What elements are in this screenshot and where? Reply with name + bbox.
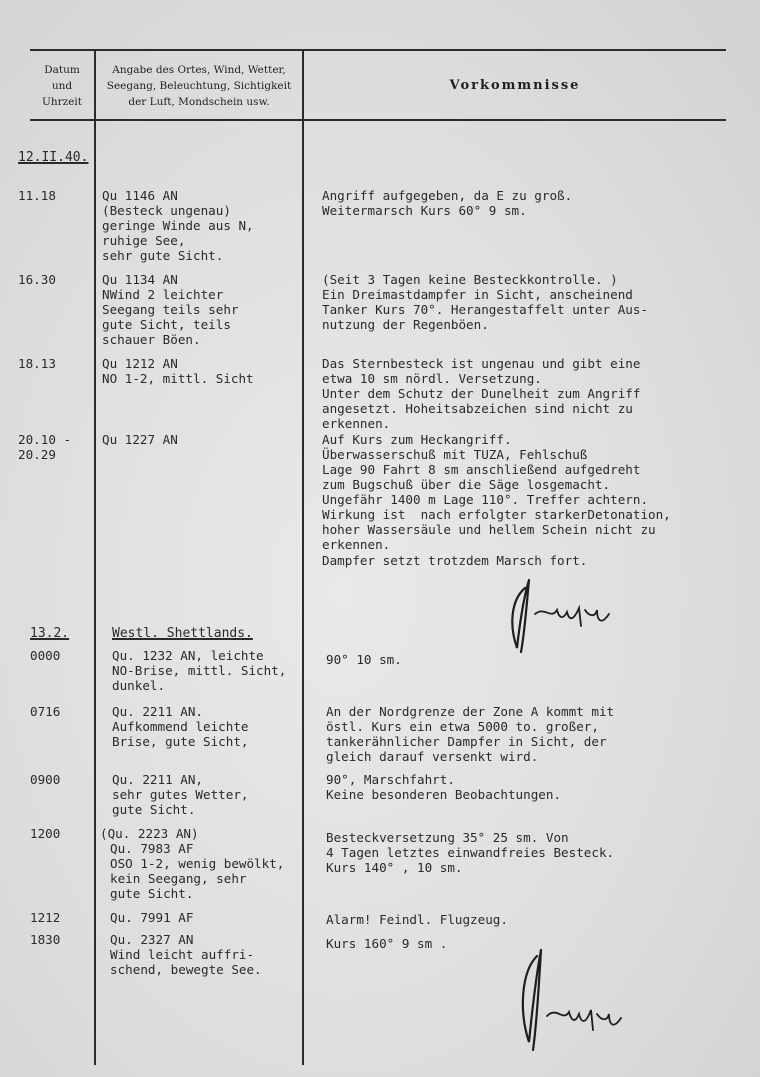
position-line: NO-Brise, mittl. Sicht, [112, 663, 287, 678]
position-line: Qu 1227 AN [102, 432, 178, 447]
position-line: Qu 1212 AN [102, 356, 178, 371]
event-line: Angriff aufgegeben, da E zu groß. [322, 188, 573, 203]
event-line: Weitermarsch Kurs 60° 9 sm. [322, 203, 527, 218]
event-line: Kurs 160° 9 sm . [326, 936, 448, 951]
header-line: Uhrzeit [42, 96, 82, 108]
position-line: dunkel. [112, 678, 166, 693]
header-line: Seegang, Beleuchtung, Sichtigkeit [106, 80, 292, 92]
position-line: NWind 2 leichter [102, 287, 224, 302]
event-line: nutzung der Regenböen. [322, 317, 489, 332]
position-line: Brise, gute Sicht, [112, 734, 249, 749]
event-line: Überwasserschuß mit TUZA, Fehlschuß [322, 447, 588, 462]
signature-2 [515, 942, 635, 1062]
event-line: zum Bugschuß über die Säge losgemacht. [322, 477, 611, 492]
entry-time: 0000 [30, 648, 61, 663]
position-line: Aufkommend leichte [112, 719, 249, 734]
position-line: Seegang teils sehr [102, 302, 239, 317]
event-line: 90°, Marschfahrt. [326, 772, 455, 787]
entry-time: 0716 [30, 704, 61, 719]
header-line: und [51, 80, 73, 92]
event-line: Keine besonderen Beobachtungen. [326, 787, 562, 802]
header-line: Angabe des Ortes, Wind, Wetter, [112, 64, 286, 76]
position-line: Qu 1134 AN [102, 272, 178, 287]
header-events: Vorkommnisse [449, 78, 581, 93]
position-line: gute Sicht, teils [102, 317, 231, 332]
event-line: 4 Tagen letztes einwandfreies Besteck. [326, 845, 615, 860]
event-line: Das Sternbesteck ist ungenau und gibt eine [322, 356, 641, 371]
position-line: sehr gutes Wetter, [112, 787, 249, 802]
event-line: Dampfer setzt trotzdem Marsch fort. [322, 553, 588, 568]
entry-time: 1830 [30, 932, 61, 947]
event-line: Tanker Kurs 70°. Herangestaffelt unter Aus- [322, 302, 649, 317]
position-line: gute Sicht. [112, 802, 196, 817]
position-line: Wind leicht auffri- [110, 947, 255, 962]
header-bottom-rule [30, 119, 726, 121]
column-divider-2 [302, 50, 304, 1065]
section-place: Westl. Shettlands. [112, 626, 253, 641]
position-line: Qu 1146 AN [102, 188, 178, 203]
section-date: 12.II.40. [18, 150, 89, 165]
event-line: 90° 10 sm. [326, 652, 402, 667]
position-line: ruhige See, [102, 233, 186, 248]
header-line: der Luft, Mondschein usw. [128, 96, 270, 108]
column-divider-1 [94, 50, 96, 1065]
event-line: Wirkung ist nach erfolgter starkerDetonation, [322, 507, 671, 522]
event-line: Unter dem Schutz der Dunelheit zum Angriff [322, 386, 641, 401]
position-line: sehr gute Sicht. [102, 248, 224, 263]
event-line: angesetzt. Hoheitsabzeichen sind nicht zu [322, 401, 633, 416]
event-line: Ein Dreimastdampfer in Sicht, anscheinend [322, 287, 633, 302]
position-line: gute Sicht. [110, 886, 194, 901]
event-line: erkennen. [322, 416, 391, 431]
position-line: OSO 1-2, wenig bewölkt, [110, 856, 285, 871]
position-line: Qu. 7991 AF [110, 910, 194, 925]
entry-time-end: 20.29 [18, 447, 56, 462]
position-line: (Qu. 2223 AN) [100, 826, 199, 841]
position-line: Qu. 7983 AF [110, 841, 194, 856]
entry-time: 18.13 [18, 356, 56, 371]
event-line: etwa 10 sm nördl. Versetzung. [322, 371, 542, 386]
header-top-rule [30, 49, 726, 51]
position-line: kein Seegang, sehr [110, 871, 247, 886]
position-line: (Besteck ungenau) [102, 203, 231, 218]
event-line: Kurs 140° , 10 sm. [326, 860, 463, 875]
event-line: östl. Kurs ein etwa 5000 to. großer, [326, 719, 599, 734]
header-location-weather [96, 62, 302, 110]
header-date-time [30, 62, 94, 110]
event-line: (Seit 3 Tagen keine Besteckkontrolle. ) [322, 272, 618, 287]
event-line: erkennen. [322, 537, 391, 552]
position-line: Qu. 1232 AN, leichte [112, 648, 264, 663]
event-line: Ungefähr 1400 m Lage 110°. Treffer achtern. [322, 492, 649, 507]
event-line: Alarm! Feindl. Flugzeug. [326, 912, 508, 927]
position-line: schend, bewegte See. [110, 962, 262, 977]
event-line: Besteckversetzung 35° 25 sm. Von [326, 830, 569, 845]
section-date: 13.2. [30, 626, 70, 641]
entry-time: 1212 [30, 910, 61, 925]
event-line: tankerähnlicher Dampfer in Sicht, der [326, 734, 607, 749]
position-line: Qu. 2211 AN, [112, 772, 203, 787]
event-line: Auf Kurs zum Heckangriff. [322, 432, 512, 447]
event-line: gleich darauf versenkt wird. [326, 749, 539, 764]
position-line: schauer Böen. [102, 332, 201, 347]
event-line: An der Nordgrenze der Zone A kommt mit [326, 704, 615, 719]
entry-time: 0900 [30, 772, 61, 787]
position-line: geringe Winde aus N, [102, 218, 254, 233]
entry-time: 11.18 [18, 188, 56, 203]
entry-time: 20.10 - [18, 432, 72, 447]
event-line: hoher Wassersäule und hellem Schein nicht zu [322, 522, 656, 537]
entry-time: 1200 [30, 826, 61, 841]
entry-time: 16.30 [18, 272, 56, 287]
header-line: Datum [44, 64, 80, 76]
event-line: Lage 90 Fahrt 8 sm anschließend aufgedreht [322, 462, 641, 477]
position-line: Qu. 2327 AN [110, 932, 194, 947]
signature-1 [505, 570, 635, 660]
position-line: Qu. 2211 AN. [112, 704, 203, 719]
position-line: NO 1-2, mittl. Sicht [102, 371, 254, 386]
